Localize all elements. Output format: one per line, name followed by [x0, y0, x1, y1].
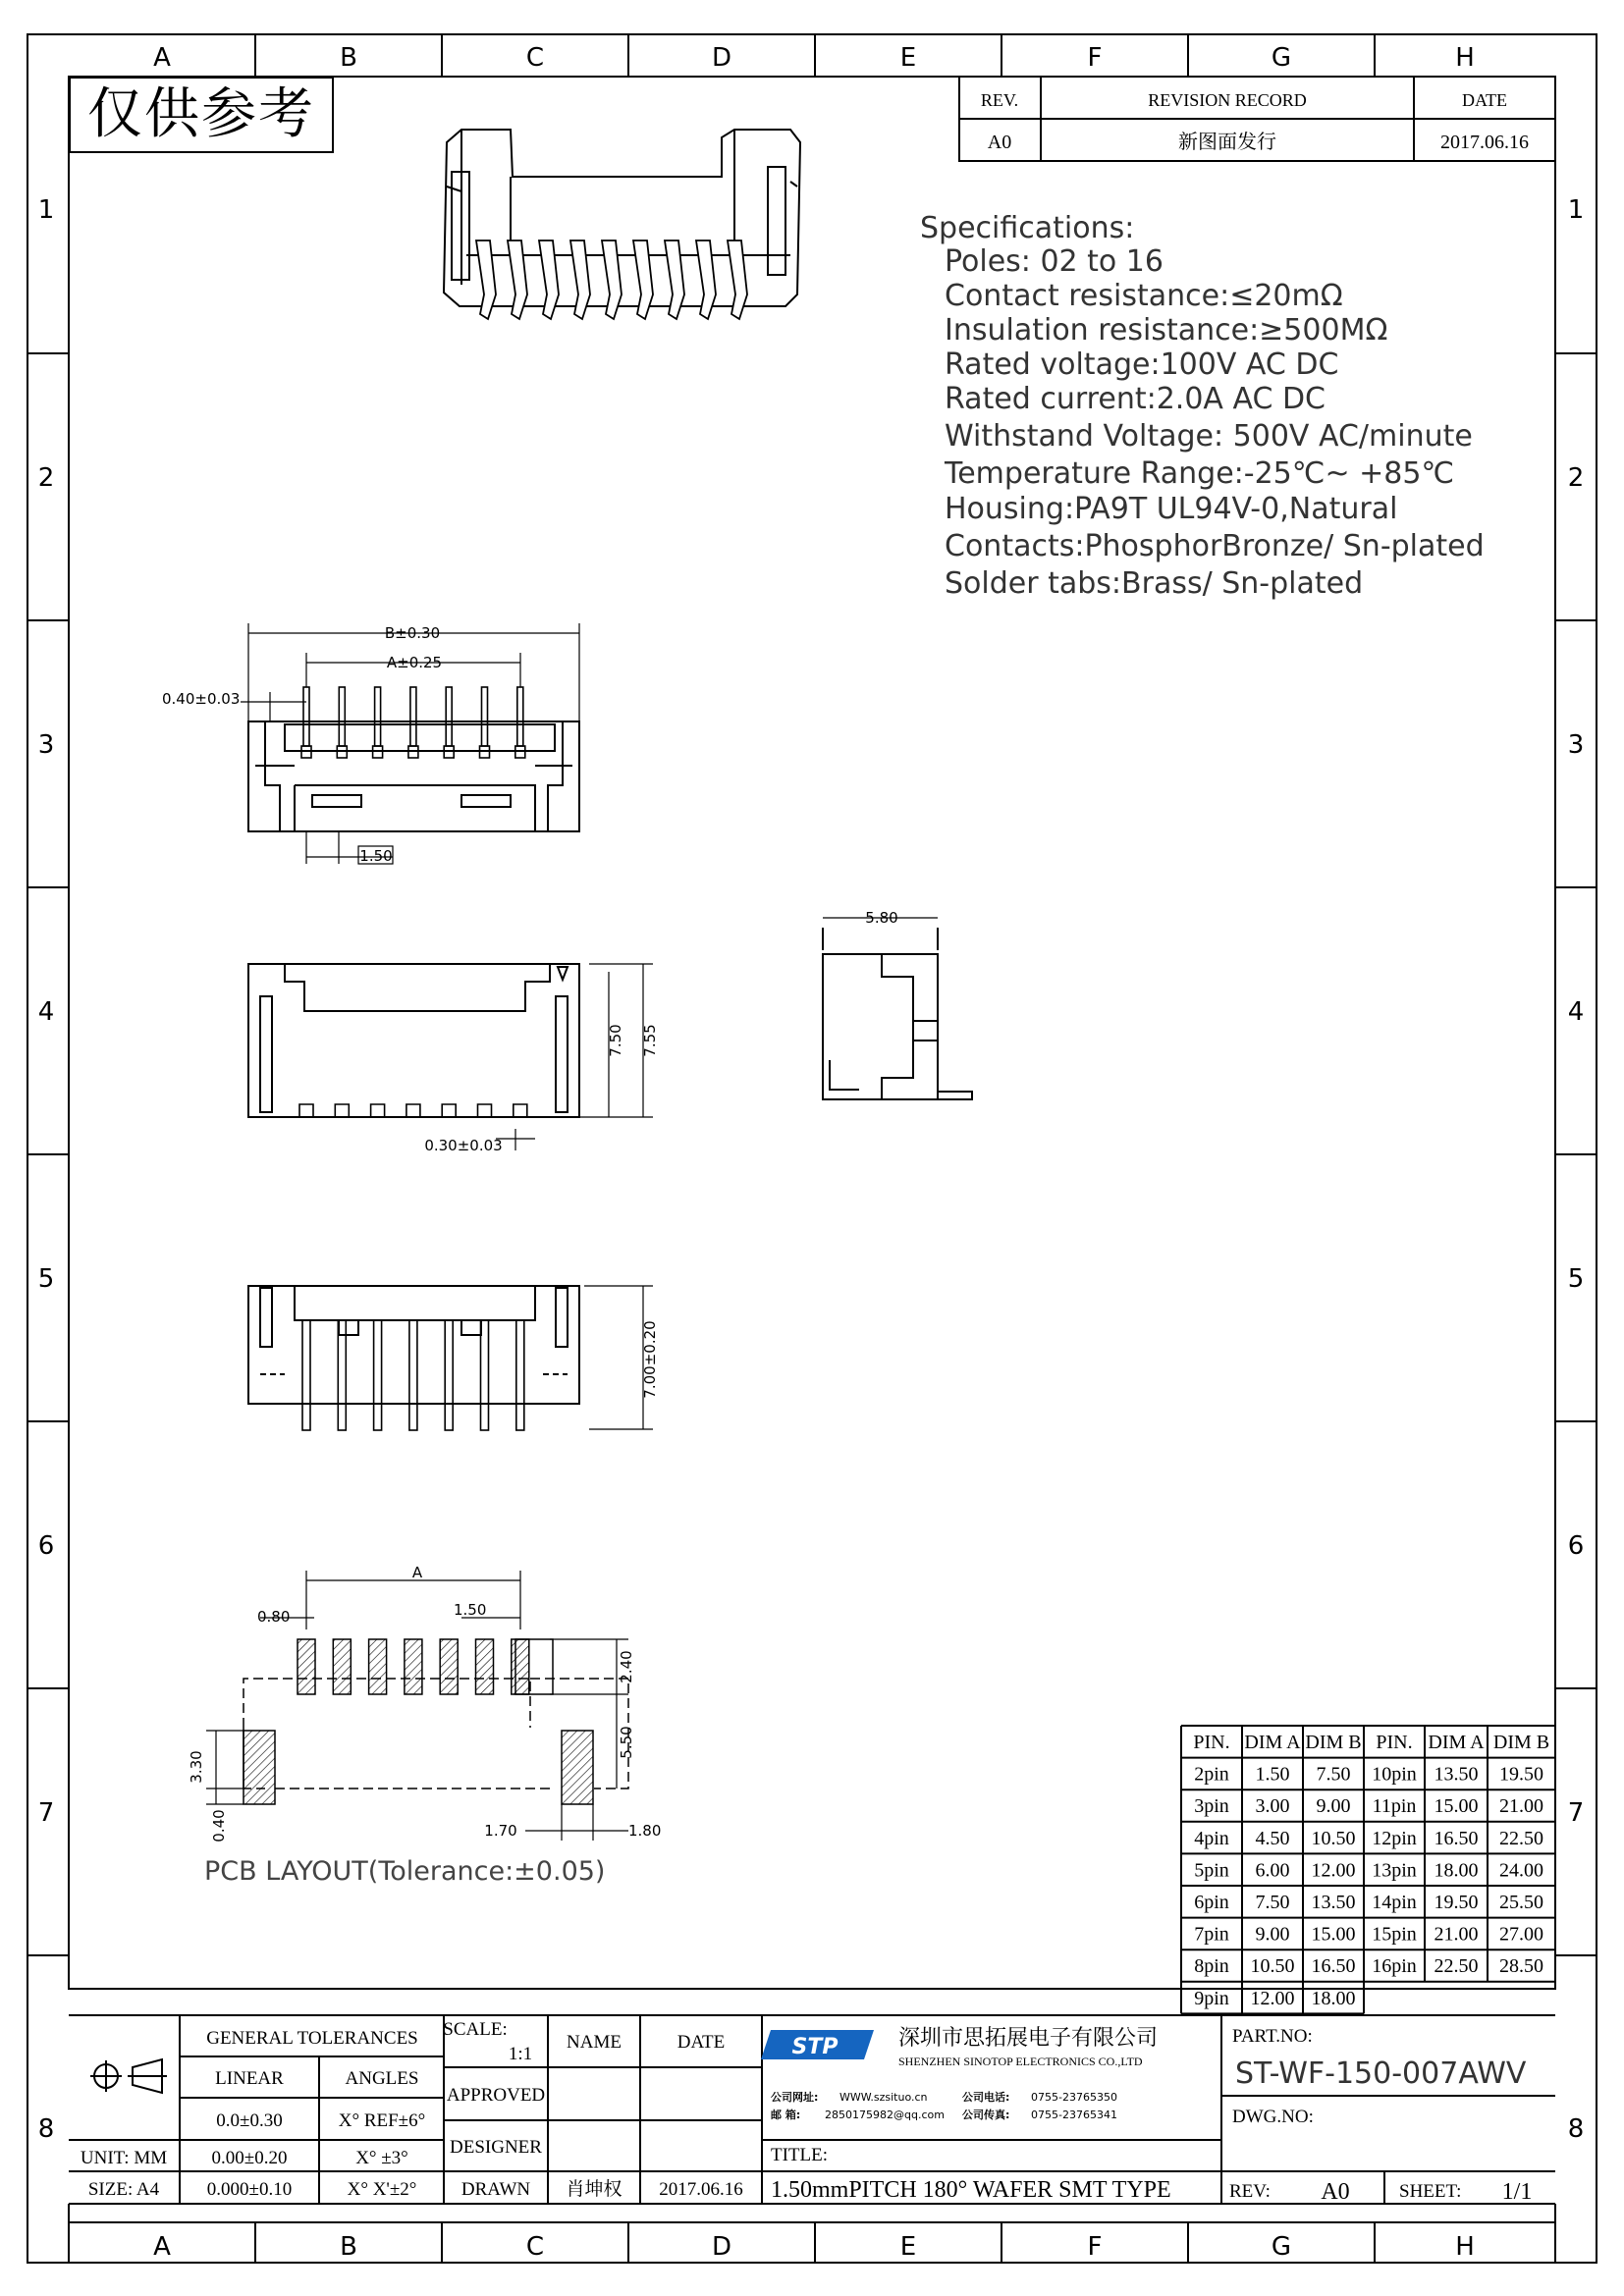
- pin-table-cell: 3pin: [1194, 1795, 1229, 1818]
- unit-label: UNIT: MM: [80, 2148, 168, 2168]
- bottom-pin: [516, 1320, 524, 1430]
- drawn-date: 2017.06.16: [659, 2179, 743, 2200]
- pin-table-cell: 3.00: [1255, 1795, 1290, 1818]
- pin-table-cell: 18.00: [1434, 1859, 1479, 1882]
- zone-row-label-right: 5: [1567, 1264, 1585, 1294]
- fax-label: 公司传真:: [962, 2109, 1010, 2121]
- pin-table-cell: 10pin: [1372, 1763, 1417, 1786]
- part-label: PART.NO:: [1232, 2026, 1313, 2047]
- pin-table-cell: 10.50: [1250, 1955, 1295, 1978]
- pcb-dim-pitch: 1.50: [454, 1601, 487, 1619]
- front-pin: [478, 1104, 492, 1117]
- front-pin: [335, 1104, 349, 1117]
- pcb-pad: [405, 1639, 422, 1694]
- zone-col-label-top: A: [153, 43, 171, 73]
- spec-line: Poles: 02 to 16: [945, 244, 1164, 279]
- dim-b: B±0.30: [384, 624, 441, 642]
- dim-h2: 7.55: [641, 1024, 659, 1057]
- pin-table-cell: 21.00: [1499, 1795, 1543, 1818]
- zone-row-label-right: 6: [1567, 1531, 1585, 1561]
- pin-table-cell: 19.50: [1434, 1892, 1479, 1913]
- tol-linear-2: 0.00±0.20: [211, 2148, 288, 2168]
- tel-label: 公司电话:: [962, 2091, 1010, 2104]
- projection-symbol: [90, 2059, 167, 2093]
- rev-value-tb: A0: [1321, 2179, 1350, 2205]
- pcb-caption: PCB LAYOUT(Tolerance:±0.05): [204, 1856, 606, 1887]
- rev-value: A0: [987, 132, 1012, 153]
- dwg-label: DWG.NO:: [1232, 2107, 1314, 2127]
- zone-col-label-top: F: [1087, 43, 1103, 73]
- bottom-pin: [409, 1320, 417, 1430]
- pin-table-cell: 6pin: [1194, 1892, 1229, 1913]
- top-pin: [303, 687, 309, 746]
- pin-table-cell: 22.50: [1434, 1955, 1479, 1978]
- zone-row-label-right: 8: [1567, 2114, 1585, 2144]
- front-pin: [514, 1104, 527, 1117]
- pcb-dim-gap: 5.50: [618, 1726, 635, 1759]
- rev-label-tb: REV:: [1229, 2181, 1271, 2202]
- pcb-pad: [298, 1639, 315, 1694]
- zone-col-label-top: B: [340, 43, 357, 73]
- pin-dimension-table: [1181, 1726, 1555, 2013]
- pin-table-cell: 27.00: [1499, 1923, 1543, 1946]
- pin-table-cell: 6.00: [1255, 1859, 1290, 1882]
- pin-table-cell: 15.00: [1434, 1795, 1479, 1818]
- pcb-dim-pad: 0.80: [257, 1608, 291, 1626]
- dim-side-width: 5.80: [865, 909, 898, 927]
- zone-row-label-left: 5: [37, 1264, 55, 1294]
- pin-table-cell: 22.50: [1499, 1827, 1543, 1849]
- name-header: NAME: [567, 2032, 622, 2053]
- top-pin: [446, 687, 452, 746]
- zone-col-label-bottom: C: [525, 2232, 545, 2262]
- spec-line: Housing:PA9T UL94V-0,Natural: [945, 492, 1398, 526]
- bottom-pin: [338, 1320, 346, 1430]
- zone-row-label-left: 8: [37, 2114, 55, 2144]
- top-pin: [482, 687, 488, 746]
- side-view: [823, 918, 972, 1099]
- top-pin: [339, 687, 345, 746]
- pin-table-cell: 28.50: [1499, 1955, 1543, 1978]
- angles-label: ANGLES: [345, 2068, 419, 2089]
- zone-col-label-bottom: B: [340, 2232, 357, 2262]
- pin-table-cell: 4pin: [1194, 1827, 1229, 1849]
- pin-table-cell: 16pin: [1372, 1955, 1417, 1978]
- scale-label: SCALE:: [443, 2019, 508, 2040]
- drawing-title: 1.50mmPITCH 180° WAFER SMT TYPE: [771, 2177, 1171, 2203]
- outer-frame: [27, 34, 1597, 2263]
- rev-header: REV.: [980, 90, 1019, 110]
- zone-row-label-right: 4: [1567, 997, 1585, 1027]
- bottom-pin: [302, 1320, 310, 1430]
- pin-table-cell: 13pin: [1372, 1859, 1417, 1882]
- zone-row-label-left: 3: [37, 730, 55, 760]
- pin-table-cell: 14pin: [1372, 1892, 1417, 1913]
- company-block: [761, 2026, 1532, 2205]
- specifications: [920, 211, 1485, 601]
- zone-col-label-bottom: D: [711, 2232, 732, 2262]
- dim-depth: 7.00±0.20: [641, 1320, 659, 1399]
- scale-value: 1:1: [508, 2044, 533, 2064]
- front-pin: [406, 1104, 420, 1117]
- zone-row-label-left: 4: [37, 997, 55, 1027]
- drawn-name: 肖坤权: [566, 2178, 623, 2200]
- pin-table-cell: 7pin: [1194, 1923, 1229, 1946]
- pin-table-cell: 15pin: [1372, 1923, 1417, 1946]
- linear-label: LINEAR: [215, 2068, 284, 2089]
- front-pin: [299, 1104, 313, 1117]
- pin-table-cell: 24.00: [1499, 1859, 1543, 1882]
- part-number: ST-WF-150-007AWV: [1235, 2056, 1527, 2091]
- zone-col-label-top: D: [711, 43, 732, 73]
- spec-title: Specifications:: [920, 211, 1135, 245]
- pcb-pad: [512, 1639, 529, 1694]
- revision-table: [959, 77, 1555, 161]
- zone-row-label-left: 2: [37, 463, 55, 493]
- spec-line: Rated current:2.0A AC DC: [945, 382, 1326, 416]
- pin-table-cell: 9pin: [1194, 1987, 1229, 2009]
- pin-table-cell: 19.50: [1499, 1763, 1543, 1786]
- web-label: 公司网址:: [771, 2091, 819, 2104]
- isometric-view: [444, 130, 800, 306]
- zone-row-label-right: 1: [1567, 195, 1585, 225]
- reference-stamp: 仅供参考: [69, 77, 334, 153]
- pin-table-header: DIM A: [1428, 1732, 1485, 1753]
- zone-col-label-bottom: A: [153, 2232, 171, 2262]
- date-header-tb: DATE: [677, 2032, 726, 2053]
- date-value: 2017.06.16: [1440, 132, 1529, 153]
- pin-table-cell: 16.50: [1434, 1827, 1479, 1849]
- spec-line: Temperature Range:-25℃~ +85℃: [945, 456, 1455, 491]
- spec-line: Insulation resistance:≥500MΩ: [945, 313, 1388, 347]
- pin-table-cell: 13.50: [1434, 1763, 1479, 1786]
- pcb-dim-tab-h: 3.30: [188, 1750, 205, 1784]
- zone-col-label-top: H: [1455, 43, 1475, 73]
- spec-line: Rated voltage:100V AC DC: [945, 347, 1339, 382]
- pcb-dim-tab-w2: 1.80: [628, 1822, 662, 1840]
- dim-pin-width: 0.40±0.03: [162, 690, 241, 708]
- pcb-pad: [333, 1639, 351, 1694]
- front-pin: [442, 1104, 456, 1117]
- pin-table-header: PIN.: [1376, 1732, 1413, 1753]
- tol-angle-1: X° REF±6°: [338, 2110, 426, 2131]
- tol-linear-3: 0.000±0.10: [206, 2179, 293, 2200]
- drawn-label: DRAWN: [460, 2179, 531, 2200]
- top-pin: [410, 687, 416, 746]
- pin-table-cell: 7.50: [1255, 1892, 1290, 1913]
- pin-table-cell: 12.00: [1311, 1859, 1356, 1882]
- front-dims: [496, 964, 653, 1150]
- company-fax: 0755-23765341: [1031, 2109, 1117, 2121]
- pin-table-cell: 10.50: [1311, 1827, 1356, 1849]
- pin-table-cell: 18.00: [1311, 1987, 1356, 2009]
- pcb-dim-tab-w1: 1.70: [484, 1822, 517, 1840]
- pin-table-cell: 1.50: [1255, 1763, 1290, 1786]
- record-value: 新图面发行: [1178, 130, 1276, 153]
- pin-table-cell: 5pin: [1194, 1859, 1229, 1882]
- top-pin: [375, 687, 381, 746]
- zone-row-label-right: 3: [1567, 730, 1585, 760]
- tol-angle-3: X° X'±2°: [347, 2179, 417, 2200]
- designer-label: DESIGNER: [450, 2137, 542, 2158]
- company-cn: 深圳市思拓展电子有限公司: [898, 2026, 1159, 2051]
- dim-a: A±0.25: [386, 654, 443, 671]
- pin-table-cell: 8pin: [1194, 1955, 1229, 1978]
- pin-table-cell: 4.50: [1255, 1827, 1290, 1849]
- zone-col-label-top: E: [899, 43, 917, 73]
- tol-linear-1: 0.0±0.30: [216, 2110, 283, 2131]
- pin-table-cell: 15.00: [1311, 1923, 1356, 1946]
- pin-table-cell: 9.00: [1316, 1795, 1351, 1818]
- top-view: [248, 721, 579, 831]
- company-web: WWW.szsituo.cn: [839, 2091, 928, 2104]
- spec-line: Contact resistance:≤20mΩ: [945, 279, 1343, 313]
- top-pin: [517, 687, 523, 746]
- dim-tab: 0.30±0.03: [424, 1137, 503, 1154]
- zone-row-label-left: 1: [37, 195, 55, 225]
- zone-col-label-bottom: H: [1455, 2232, 1475, 2262]
- dim-h1: 7.50: [607, 1024, 624, 1057]
- pcb-dim-offset: 0.40: [210, 1809, 228, 1842]
- zone-col-label-top: G: [1271, 43, 1292, 73]
- spec-line: Withstand Voltage: 500V AC/minute: [945, 419, 1473, 454]
- front-pin: [371, 1104, 385, 1117]
- zone-col-label-top: C: [525, 43, 545, 73]
- pin-table-cell: 21.00: [1434, 1923, 1479, 1946]
- company-mail: 2850175982@qq.com: [825, 2109, 945, 2121]
- pcb-dim-a: A: [411, 1564, 423, 1581]
- zone-row-label-left: 7: [37, 1798, 55, 1828]
- pin-table-cell: 25.50: [1499, 1892, 1543, 1913]
- bottom-view: [248, 1286, 579, 1404]
- bottom-pin: [374, 1320, 382, 1430]
- bottom-pin: [481, 1320, 489, 1430]
- front-view: [248, 964, 579, 1117]
- pin-table-header: DIM A: [1244, 1732, 1301, 1753]
- size-label: SIZE: A4: [87, 2179, 160, 2200]
- pin-table-cell: 11pin: [1372, 1795, 1417, 1818]
- pin-table-cell: 2pin: [1194, 1763, 1229, 1786]
- pin-table-cell: 9.00: [1255, 1923, 1290, 1946]
- company-logo-text: STP: [791, 2035, 839, 2059]
- zone-row-label-right: 2: [1567, 463, 1585, 493]
- pin-table-cell: 16.50: [1311, 1955, 1356, 1978]
- pin-table-header: DIM B: [1305, 1732, 1362, 1753]
- pcb-pad: [440, 1639, 458, 1694]
- sheet-value: 1/1: [1501, 2179, 1533, 2205]
- mail-label: 邮 箱:: [771, 2109, 801, 2121]
- pin-table-header: DIM B: [1492, 1732, 1550, 1753]
- zone-row-label-left: 6: [37, 1531, 55, 1561]
- general-tolerances: GENERAL TOLERANCES: [206, 2028, 418, 2049]
- zone-col-label-bottom: E: [899, 2232, 917, 2262]
- zone-col-label-bottom: G: [1271, 2232, 1292, 2262]
- pcb-pad: [369, 1639, 387, 1694]
- title-label: TITLE:: [771, 2145, 829, 2165]
- spec-line: Contacts:PhosphorBronze/ Sn-plated: [945, 529, 1485, 563]
- record-header: REVISION RECORD: [1148, 90, 1307, 110]
- pin-table-header: PIN.: [1193, 1732, 1230, 1753]
- bottom-pin: [445, 1320, 453, 1430]
- pcb-dim-len: 2.40: [618, 1650, 635, 1683]
- company-en: SHENZHEN SINOTOP ELECTRONICS CO.,LTD: [898, 2055, 1143, 2068]
- pin-table-cell: 13.50: [1311, 1892, 1356, 1913]
- pin-table-cell: 7.50: [1316, 1763, 1351, 1786]
- pcb-pad: [476, 1639, 494, 1694]
- pin-table-cell: 12.00: [1250, 1987, 1295, 2009]
- spec-line: Solder tabs:Brass/ Sn-plated: [945, 566, 1364, 601]
- pin-table-cell: 12pin: [1372, 1827, 1417, 1849]
- date-header: DATE: [1462, 90, 1507, 110]
- zone-col-label-bottom: F: [1087, 2232, 1103, 2262]
- sheet-label: SHEET:: [1399, 2181, 1462, 2202]
- dim-pitch: 1.50: [359, 847, 393, 865]
- tol-angle-2: X° ±3°: [355, 2148, 408, 2168]
- zone-row-label-right: 7: [1567, 1798, 1585, 1828]
- approved-label: APPROVED: [446, 2085, 546, 2106]
- company-tel: 0755-23765350: [1031, 2091, 1117, 2104]
